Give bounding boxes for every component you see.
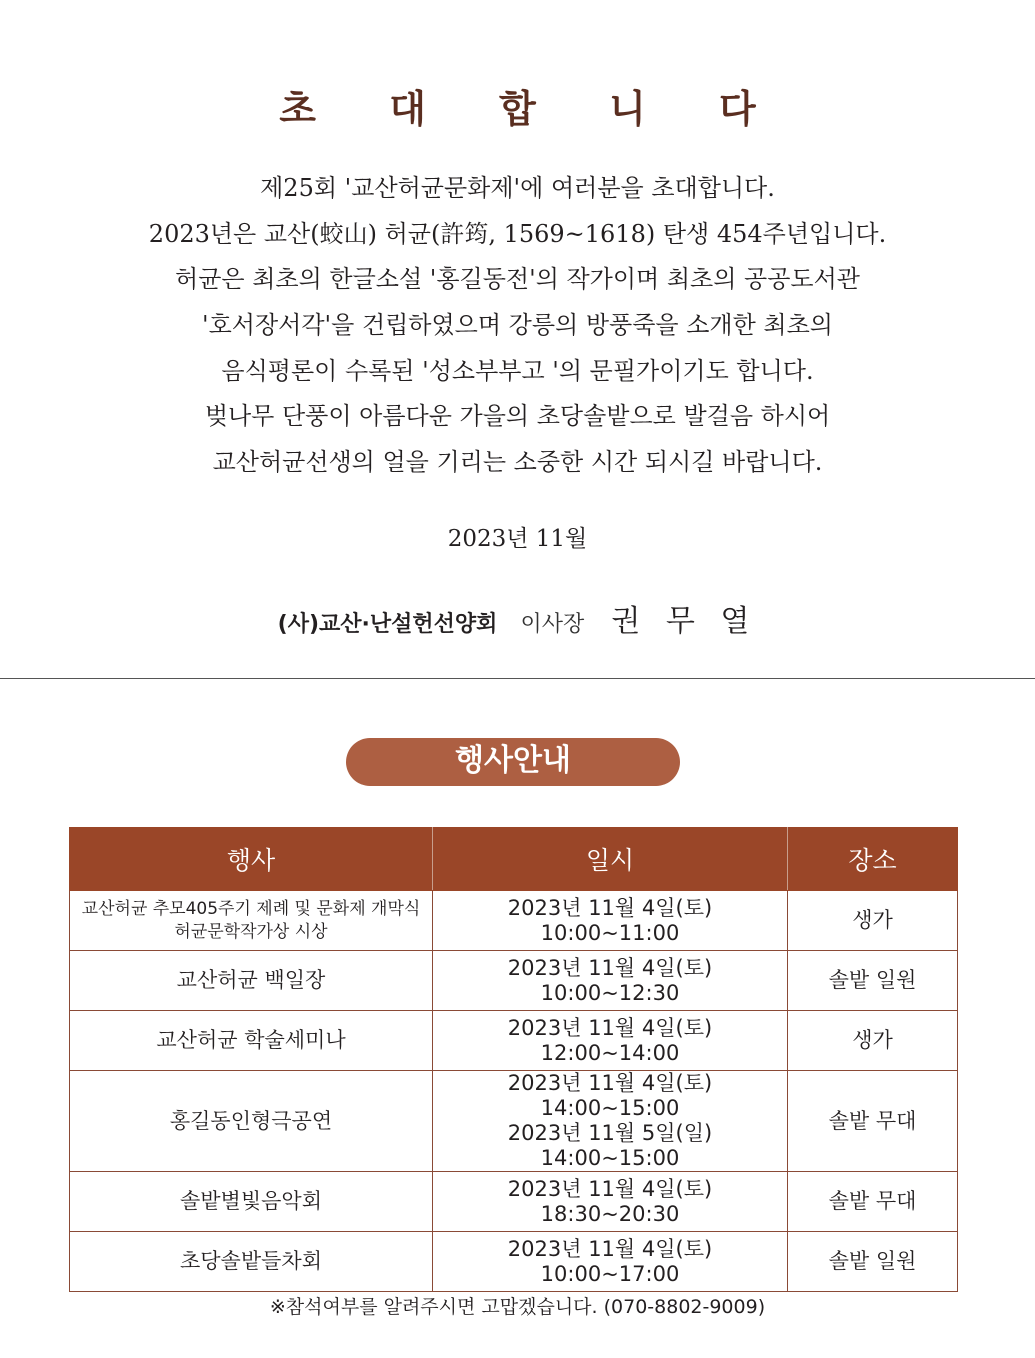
time-cell-line: 2023년 11월 4일(토) 10:00~12:30 (507, 955, 713, 1005)
event-cell-line: 교산허균 백일장 (176, 968, 326, 992)
signature (0, 596, 1035, 640)
invitation-body (0, 166, 1035, 486)
time-cell (433, 1232, 788, 1292)
time-cell-line: 2023년 11월 4일(토) 18:30~20:30 (507, 1176, 713, 1226)
time-cell (433, 1071, 788, 1172)
column-header-event: 행사 (70, 828, 433, 891)
place-cell: 솔밭 무대 (788, 1071, 958, 1172)
event-cell (70, 1232, 433, 1292)
event-cell-line: 홍길동인형극공연 (169, 1108, 333, 1133)
event-cell (70, 1172, 433, 1232)
time-cell (433, 1172, 788, 1232)
section-divider (0, 678, 1035, 679)
table-row (70, 891, 958, 951)
invitation-line: 허균은 최초의 한글소설 '홍길동전'의 작가이며 최초의 공공도서관 (175, 265, 860, 294)
rsvp-note: ※참석여부를 알려주시면 고맙겠습니다. (070-8802-9009) (269, 1296, 766, 1318)
place-cell: 생가 (788, 891, 958, 951)
event-cell-line: 교산허균 추모405주기 제례 및 문화제 개막식 (81, 898, 421, 919)
invitation-title: 초 대 합 니 다 (279, 87, 786, 131)
time-cell-line: 2023년 11월 5일(일) 14:00~15:00 (507, 1121, 713, 1170)
invitation-line: 2023년은 교산(蛟山) 허균(許筠, 1569~1618) 탄생 454주년입니다. (148, 219, 887, 248)
place-cell: 솔밭 무대 (788, 1172, 958, 1232)
signature-role: 이사장 (520, 612, 585, 637)
event-cell-line: 솔밭별빛음악회 (179, 1189, 322, 1213)
invitation-line: 교산허균선생의 얼을 기리는 소중한 시간 되시길 바랍니다. (212, 448, 823, 477)
invitation-line: '호서장서각'을 건립하였으며 강릉의 방풍죽을 소개한 최초의 (202, 311, 833, 340)
table-row (70, 951, 958, 1011)
event-cell (70, 891, 433, 951)
event-cell-line: 초당솔밭들차회 (179, 1249, 322, 1273)
events-heading: 행사안내 (346, 738, 680, 786)
place-cell: 솔밭 일원 (788, 1232, 958, 1292)
event-cell (70, 951, 433, 1011)
invitation-line: 제25회 '교산허균문화제'에 여러분을 초대합니다. (260, 174, 775, 202)
signature-name: 권 무 열 (611, 604, 758, 639)
time-cell (433, 1011, 788, 1071)
table-row (70, 1071, 958, 1172)
time-cell (433, 951, 788, 1011)
invitation-line: 음식평론이 수록된 '성소부부고 '의 문필가이기도 합니다. (221, 356, 814, 385)
place-cell: 솔밭 일원 (788, 951, 958, 1011)
event-cell (70, 1071, 433, 1172)
time-cell-line: 2023년 11월 4일(토) 12:00~14:00 (507, 1015, 713, 1065)
table-row (70, 1011, 958, 1071)
time-cell-line: 2023년 11월 4일(토) 10:00~17:00 (507, 1236, 713, 1286)
event-cell-line: 교산허균 학술세미나 (156, 1028, 346, 1052)
time-cell-line: 2023년 11월 4일(토) 10:00~11:00 (507, 895, 713, 945)
events-table (69, 827, 958, 1292)
column-header-time: 일시 (433, 828, 788, 891)
table-row (70, 1172, 958, 1232)
column-header-place: 장소 (788, 828, 958, 891)
place-cell: 생가 (788, 1011, 958, 1071)
table-header-row (70, 828, 958, 891)
time-cell (433, 891, 788, 951)
event-cell-line: 허균문학작가상 시상 (174, 921, 328, 942)
signature-org: (사)교산·난설헌선양회 (277, 612, 498, 637)
invitation-line: 벚나무 단풍이 아름다운 가을의 초당솔밭으로 발걸음 하시어 (204, 402, 831, 431)
event-cell (70, 1011, 433, 1071)
time-cell-line: 2023년 11월 4일(토) 14:00~15:00 (507, 1071, 713, 1120)
invitation-date: 2023년 11월 (447, 526, 588, 552)
table-row (70, 1232, 958, 1292)
